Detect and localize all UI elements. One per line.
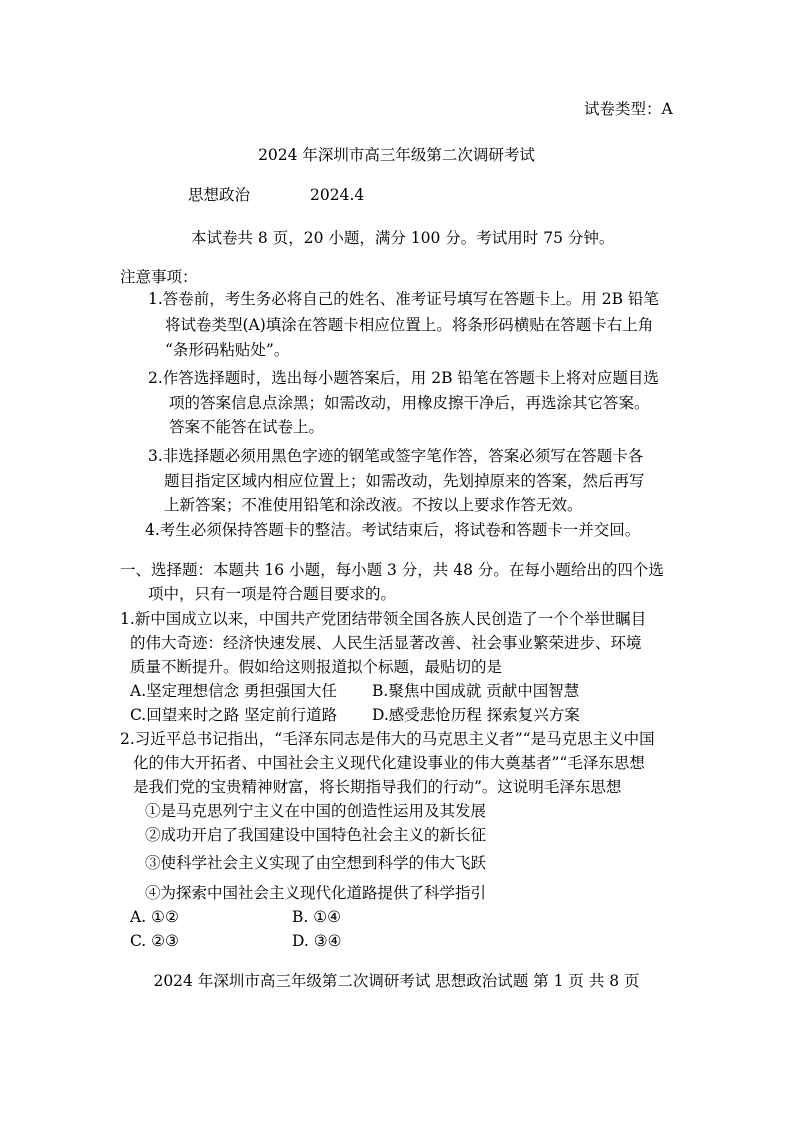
note-line: 将试卷类型(A)填涂在答题卡相应位置上。将条形码横贴在答题卡右上角 — [165, 316, 654, 334]
page-footer: 2024 年深圳市高三年级第二次调研考试 思想政治试题 第 1 页 共 8 页 — [153, 972, 640, 990]
note-line: 2.作答选择题时，选出每小题答案后，用 2B 铅笔在答题卡上将对应题目选 — [148, 369, 659, 387]
note-line: 题目指定区域内相应位置上；如需改动，先划掉原来的答案，然后再写 — [164, 472, 645, 490]
exam-title: 2024 年深圳市高三年级第二次调研考试 — [258, 146, 535, 164]
exam-summary: 本试卷共 8 页，20 小题，满分 100 分。考试用时 75 分钟。 — [191, 229, 615, 247]
q1-stem: 质量不断提升。假如给这则报道拟个标题，最贴切的是 — [130, 658, 503, 676]
q2-stem: 化的伟大开拓者、中国社会主义现代化建设事业的伟大奠基者”“毛泽东思想 — [133, 754, 645, 772]
q1-option-c: C.回望来时之路 坚定前行道路 — [130, 706, 338, 724]
note-line: 答案不能答在试卷上。 — [169, 418, 325, 436]
q2-statement: ①是马克思列宁主义在中国的创造性运用及其发展 — [145, 802, 487, 820]
note-line: 1.答卷前，考生务必将自己的姓名、准考证号填写在答题卡上。用 2B 铅笔 — [148, 290, 659, 308]
section-heading: 一、选择题：本题共 16 小题，每小题 3 分，共 48 分。在每小题给出的四个选 — [120, 561, 664, 579]
paper-type-label: 试卷类型：A — [584, 100, 673, 118]
q1-stem: 的伟大奇迹：经济快速发展、人民生活显著改善、社会事业繁荣进步、环境 — [130, 634, 642, 652]
q1-stem: 1.新中国成立以来，中国共产党团结带领全国各族人民创造了一个个举世瞩目 — [120, 610, 647, 628]
exam-date: 2024.4 — [310, 186, 365, 204]
note-line: 上新答案；不准使用铅笔和涂改液。不按以上要求作答无效。 — [164, 496, 583, 514]
q1-option-d: D.感受悲怆历程 探索复兴方案 — [372, 706, 580, 724]
note-line: 项的答案信息点涂黑；如需改动，用橡皮擦干净后，再选涂其它答案。 — [169, 394, 650, 412]
q2-stem: 2.习近平总书记指出，“毛泽东同志是伟大的马克思主义者”“是马克思主义中国 — [120, 730, 655, 748]
q2-statement: ②成功开启了我国建设中国特色社会主义的新长征 — [145, 826, 487, 844]
note-line: “条形码粘贴处”。 — [165, 341, 290, 359]
q2-option-b: B. ①④ — [292, 908, 342, 926]
q2-statement: ③使科学社会主义实现了由空想到科学的伟大飞跃 — [145, 854, 487, 872]
note-line: 4.考生必须保持答题卡的整洁。考试结束后，将试卷和答题卡一并交回。 — [145, 521, 641, 539]
q2-stem: 是我们党的宝贵精神财富，将长期指导我们的行动”。这说明毛泽东思想 — [133, 778, 622, 796]
note-line: 3.非选择题必须用黑色字迹的钢笔或签字笔作答，答案必须写在答题卡各 — [148, 447, 644, 465]
q2-option-d: D. ③④ — [292, 932, 342, 950]
q1-option-b: B.聚焦中国成就 贡献中国智慧 — [372, 682, 580, 700]
subject-label: 思想政治 — [188, 186, 251, 204]
q1-option-a: A.坚定理想信念 勇担强国大任 — [130, 682, 338, 700]
notes-heading: 注意事项： — [120, 268, 198, 286]
q2-option-a: A. ①② — [130, 908, 179, 926]
q2-statement: ④为探索中国社会主义现代化道路提供了科学指引 — [145, 884, 487, 902]
q2-option-c: C. ②③ — [130, 932, 179, 950]
section-heading-cont: 项中，只有一项是符合题目要求的。 — [148, 585, 397, 603]
